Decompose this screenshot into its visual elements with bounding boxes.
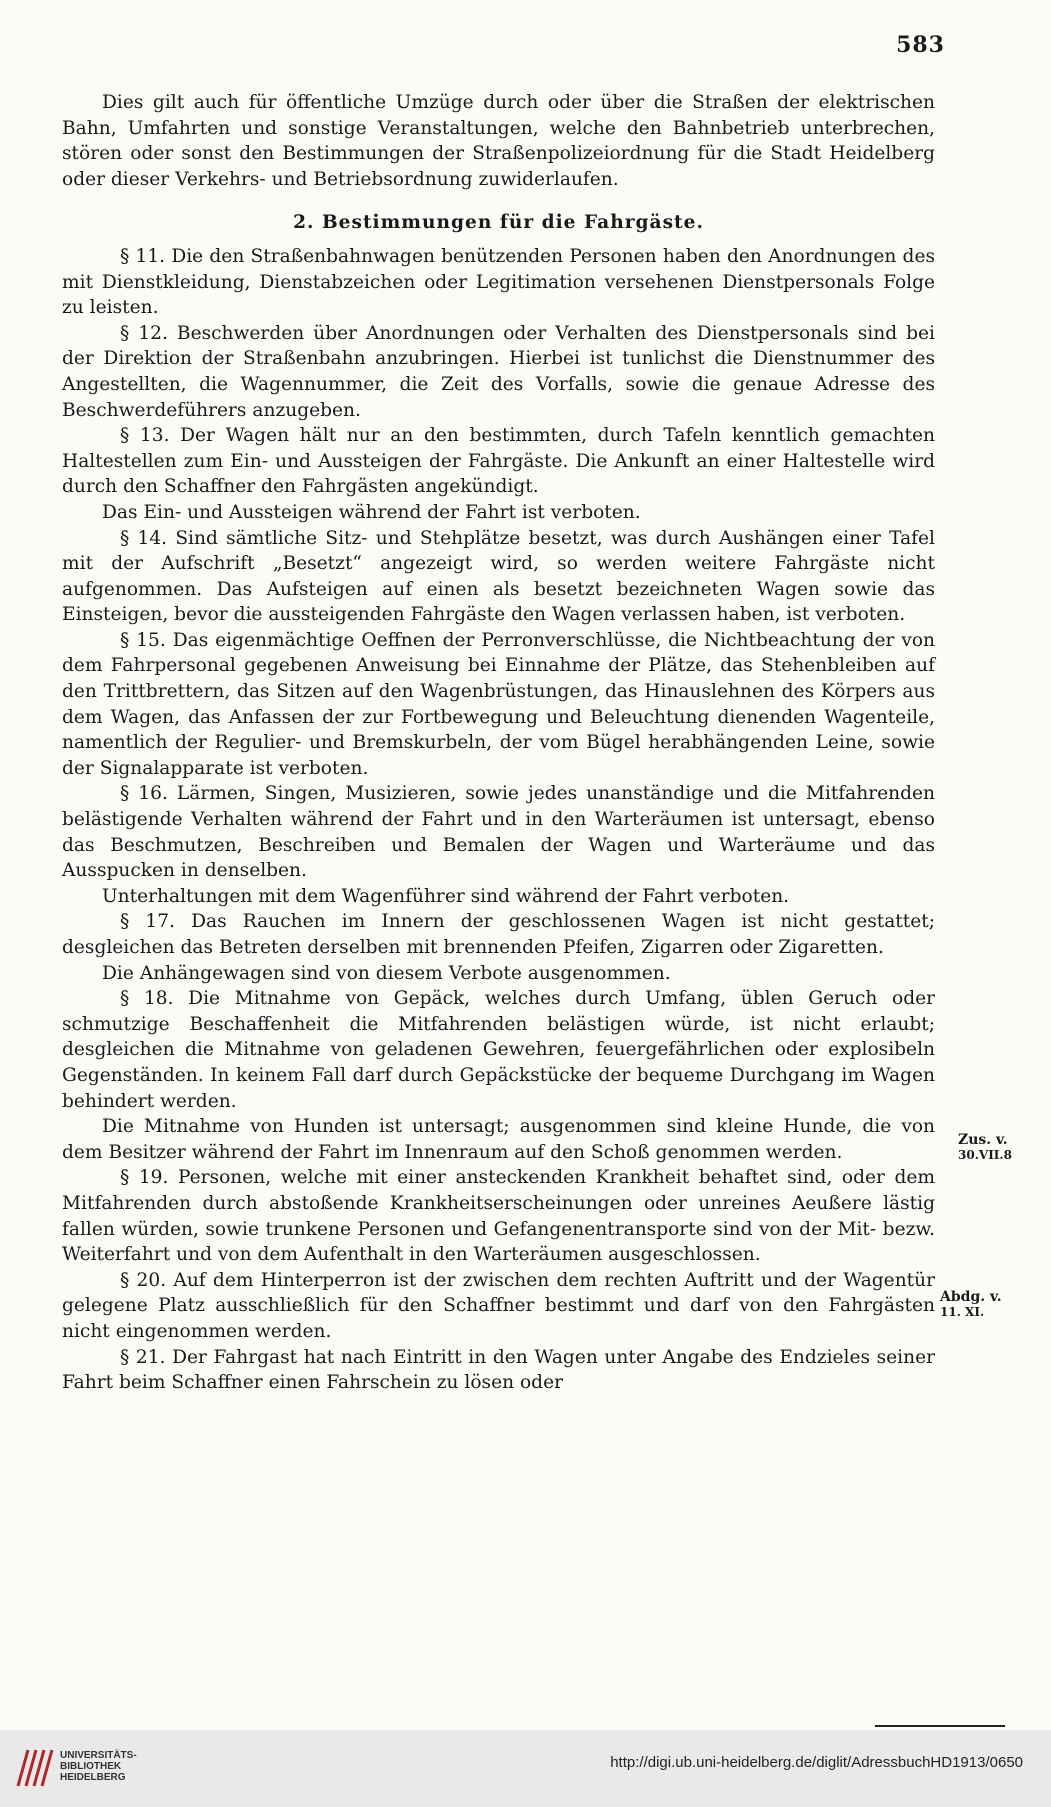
margin-note: [940, 1290, 1002, 1320]
paragraph-21: § 21. Der Fahrgast hat nach Eintritt in den Wagen unter Angabe des Endzieles seiner Fahrt beim Schaffner einen Fahrschein zu lösen oder: [62, 1346, 935, 1394]
divider: [875, 1725, 1005, 1727]
paragraph-13-cont: Das Ein- und Aussteigen während der Fahrt ist verboten.: [102, 501, 641, 523]
paragraph-17-cont: Die Anhängewagen sind von diesem Verbote ausgenommen.: [102, 962, 671, 984]
paragraph-14: § 14. Sind sämtliche Sitz- und Stehplätze besetzt, was durch Aushängen einer Tafel mit der Aufschrift „Besetzt“ angezeigt wird, so werden weitere Fahrgäste nicht aufgenommen. Das Aufsteigen auf einen als besetzt bezeichneten Wagen sowie das Einsteigen, bevor die aussteigenden Fahrgäste den Wagen verlassen haben, ist verboten.: [62, 527, 935, 626]
paragraph-12: § 12. Beschwerden über Anordnungen oder Verhalten des Dienstpersonals sind bei der Direktion der Straßenbahn anzubringen. Hierbei ist tunlichst die Dienstnummer des Angestellten, die Wagennummer, die Zeit des Vorfalls, sowie die genaue Adresse des Beschwerdeführers anzugeben.: [62, 322, 935, 421]
page-body: [62, 90, 935, 1396]
source-url-link[interactable]: http://digi.ub.uni-heidelberg.de/diglit/AdressbuchHD1913/0650: [610, 1754, 1023, 1771]
library-name-line: BIBLIOTHEK: [60, 1761, 122, 1772]
paragraph-11: § 11. Die den Straßenbahnwagen benützenden Personen haben den Anordnungen des mit Dienstkleidung, Dienstabzeichen oder Legitimation versehenen Dienstpersonals Folge zu leisten.: [62, 245, 935, 319]
paragraph-17: § 17. Das Rauchen im Innern der geschlossenen Wagen ist nicht gestattet; desgleichen das Betreten derselben mit brennenden Pfeifen, Zigarren oder Zigaretten.: [62, 911, 935, 958]
library-name-line: UNIVERSITÄTS-: [60, 1750, 137, 1761]
margin-note: [958, 1133, 1012, 1163]
library-name: [60, 1750, 137, 1783]
paragraph-13: § 13. Der Wagen hält nur an den bestimmten, durch Tafeln kenntlich gemachten Haltestellen zum Ein- und Aussteigen der Fahrgäste. Die Ankunft an einer Haltestelle wird durch den Schaffner den Fahrgästen angekündigt.: [62, 425, 935, 498]
paragraph-19: § 19. Personen, welche mit einer ansteckenden Krankheit behaftet sind, oder dem Mitfahrenden durch abstoßende Krankheitserscheinungen oder unreines Aeußere lästig fallen würden, sowie trunkene Personen und Gefangenentransporte sind von der Mit- bezw. Weiterfahrt und von dem Aufenthalt in den Warteräumen ausgeschlossen.: [62, 1167, 935, 1266]
margin-note-line: Abdg. v.: [940, 1289, 1002, 1305]
library-name-line: HEIDELBERG: [60, 1772, 126, 1783]
paragraph-15: § 15. Das eigenmächtige Oeffnen der Perronverschlüsse, die Nichtbeachtung der von dem Fahrpersonal gegebenen Anweisung bei Einnahme der Plätze, das Stehenbleiben auf den Trittbrettern, das Sitzen auf den Wagenbrüstungen, das Hinauslehnen des Körpers aus dem Wagen, das Anfassen der zur Fortbewegung und Beleuchtung dienenden Wagenteile, namentlich der Regulier- und Bremskurbeln, der vom Bügel herabhängenden Leine, sowie der Signalapparate ist verboten.: [62, 629, 935, 779]
page-number: 583: [896, 32, 945, 58]
paragraph-18-cont: Die Mitnahme von Hunden ist untersagt; ausgenommen sind kleine Hunde, die von dem Besitzer während der Fahrt im Innenraum auf den Schoß genommen werden.: [62, 1116, 935, 1163]
paragraph-20: § 20. Auf dem Hinterperron ist der zwischen dem rechten Auftritt und der Wagentür gelegene Platz ausschließlich für den Schaffner bestimmt und darf von den Fahrgästen nicht eingenommen werden.: [62, 1269, 935, 1342]
intro-paragraph: Dies gilt auch für öffentliche Umzüge durch oder über die Straßen der elektrischen Bahn, Umfahrten und sonstige Veranstaltungen, welche den Bahnbetrieb unterbrechen, stören oder sonst den Bestimmungen der Straßenpolizeiordnung für die Stadt Heidelberg oder dieser Verkehrs- und Betriebsordnung zuwiderlaufen.: [62, 92, 935, 190]
paragraph-16: § 16. Lärmen, Singen, Musizieren, sowie jedes unanständige und die Mitfahrenden belästigende Verhalten während der Fahrt und in den Warteräumen ist untersagt, ebenso das Beschmutzen, Beschreiben und Bemalen der Wagen und Warteräume und das Ausspucken in denselben.: [62, 783, 935, 882]
paragraph-18: § 18. Die Mitnahme von Gepäck, welches durch Umfang, üblen Geruch oder schmutzige Beschaffenheit die Mitfahrenden belästigen würde, ist nicht erlaubt; desgleichen die Mitnahme von geladenen Gewehren, feuergefährlichen oder explosibeln Gegenständen. In keinem Fall darf durch Gepäckstücke der bequeme Durchgang im Wagen behindert werden.: [62, 988, 935, 1112]
margin-note-line: 11. XI.: [940, 1305, 985, 1319]
section-heading: 2. Bestimmungen für die Fahrgäste.: [293, 212, 704, 234]
viewer-footer: [0, 1730, 1051, 1807]
margin-note-line: Zus. v.: [958, 1132, 1008, 1148]
margin-note-line: 30.VII.8: [958, 1148, 1012, 1162]
paragraph-16-cont: Unterhaltungen mit dem Wagenführer sind während der Fahrt verboten.: [102, 885, 790, 907]
university-library-logo-icon: [12, 1742, 62, 1792]
